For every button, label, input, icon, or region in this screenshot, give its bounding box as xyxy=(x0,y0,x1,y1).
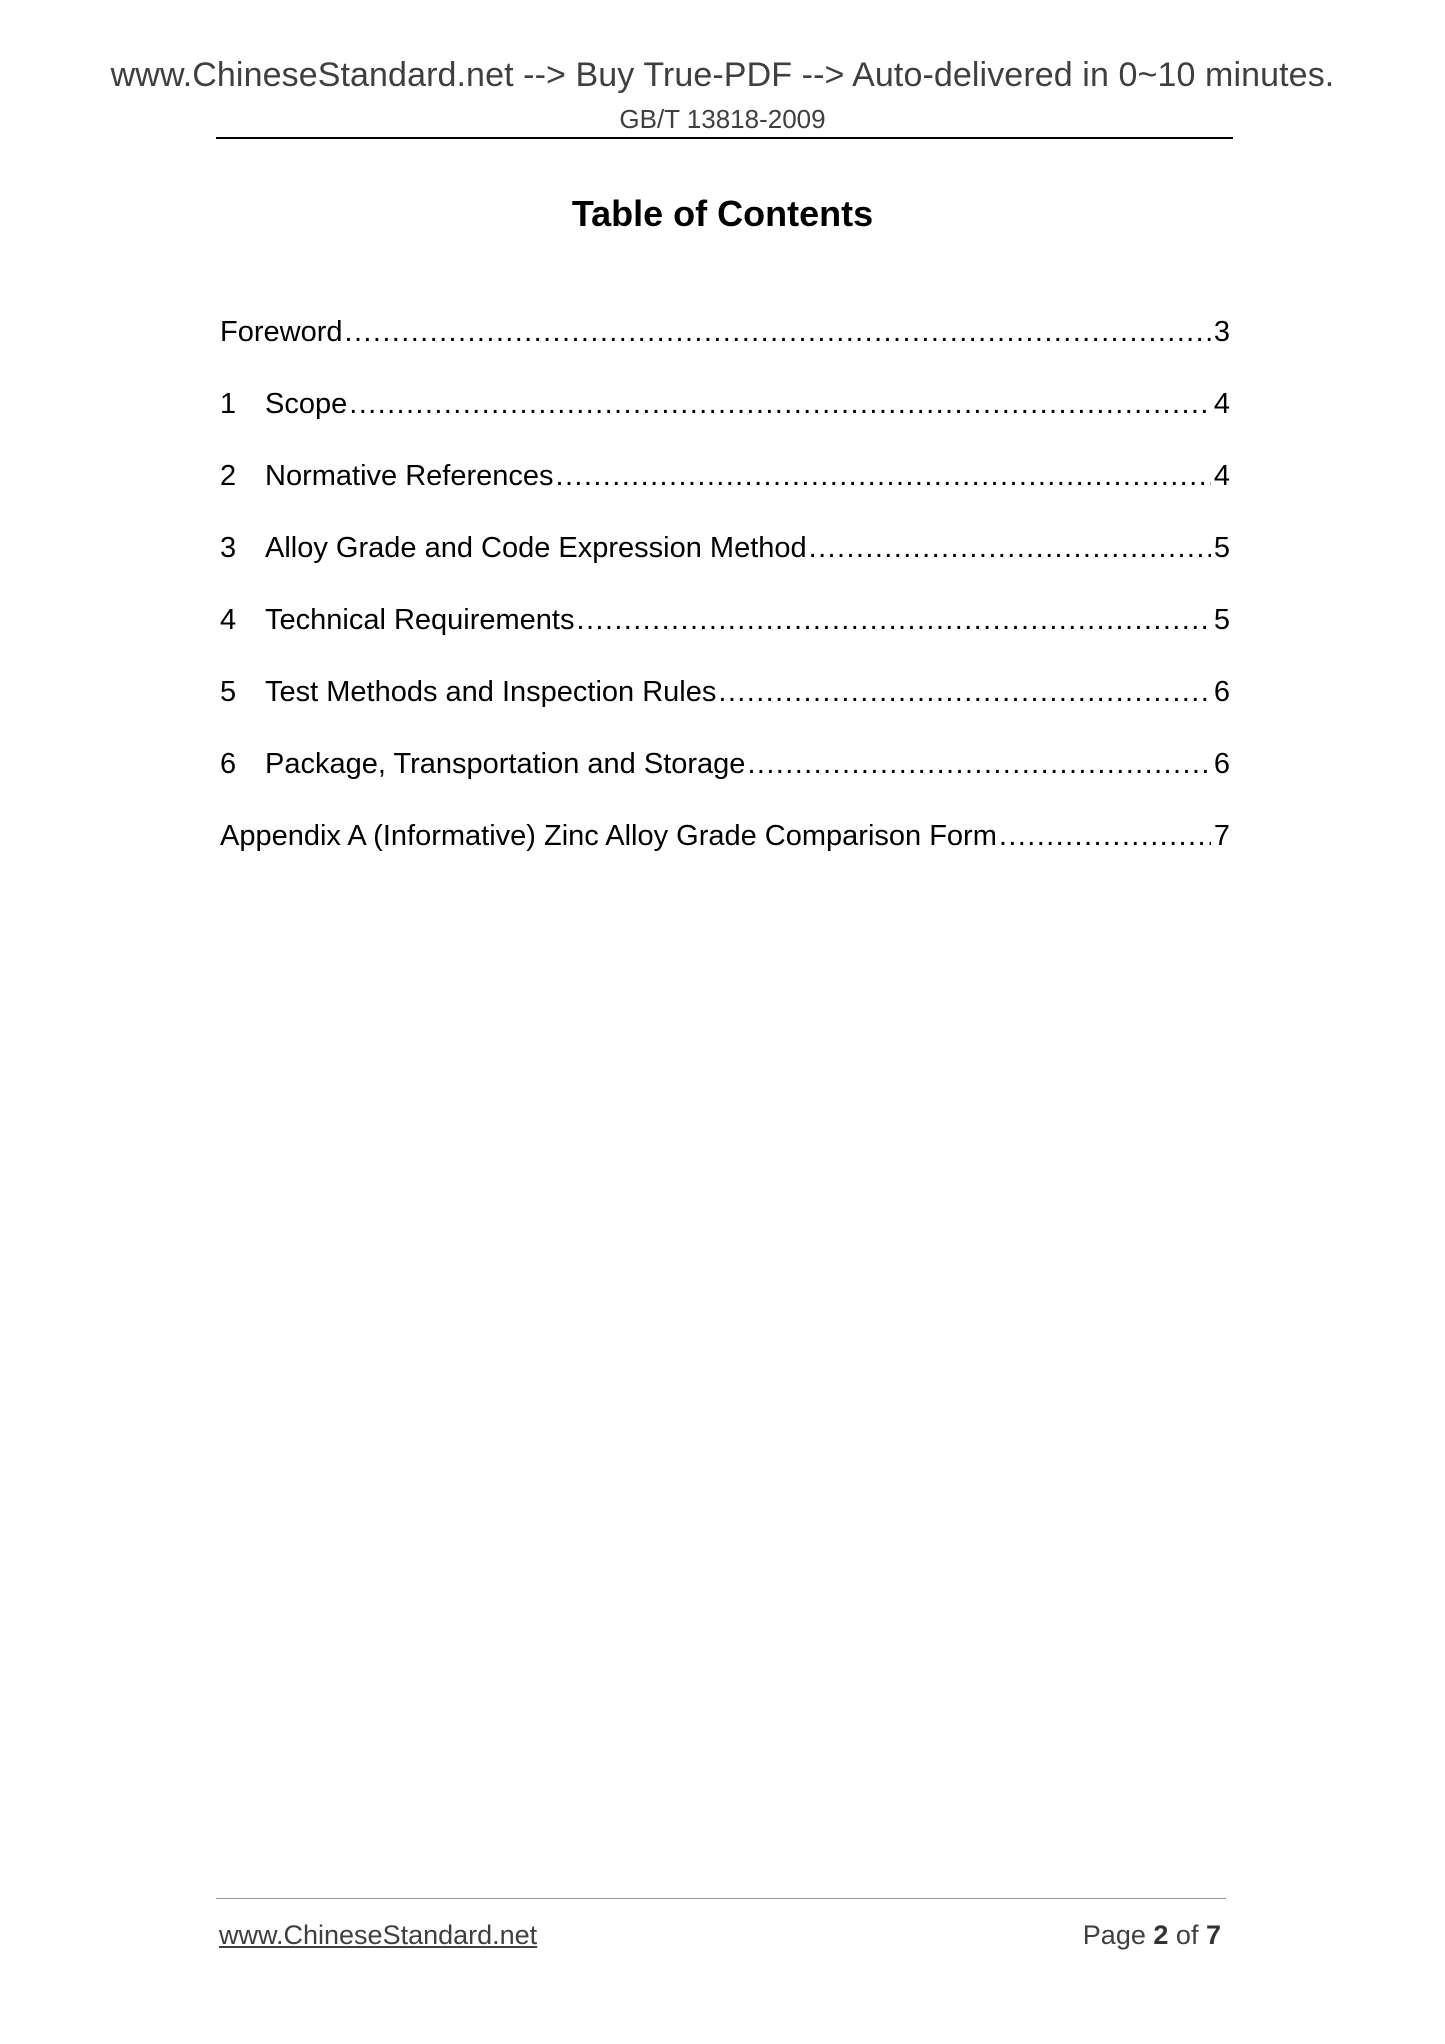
toc-section-number: 1 xyxy=(220,388,237,420)
toc-section-number: 5 xyxy=(220,676,237,708)
toc-page-number: 6 xyxy=(1213,748,1230,780)
toc-leader-dots xyxy=(345,310,1211,354)
footer-site-link[interactable]: www.ChineseStandard.net xyxy=(219,1920,538,1950)
standard-code: GB/T 13818-2009 xyxy=(619,104,826,134)
toc-section-number: 4 xyxy=(220,604,237,636)
toc-entry-test-methods[interactable] xyxy=(220,670,1230,742)
toc-entry-label: Normative References xyxy=(265,460,554,492)
toc-page-number: 4 xyxy=(1213,388,1230,420)
toc-section-number: 2 xyxy=(220,460,237,492)
toc-entry-normative-references[interactable] xyxy=(220,454,1230,526)
current-page-number: 2 xyxy=(1153,1920,1169,1950)
toc-leader-dots xyxy=(349,382,1211,426)
toc-entry-label: Appendix A (Informative) Zinc Alloy Grade Comparison Form xyxy=(220,820,997,852)
toc-leader-dots xyxy=(718,670,1210,714)
toc-leader-dots xyxy=(556,454,1211,498)
toc-entry-label: Technical Requirements xyxy=(265,604,575,636)
header-divider xyxy=(216,137,1233,139)
toc-page-number: 4 xyxy=(1213,460,1230,492)
toc-entry-package-transportation[interactable] xyxy=(220,742,1230,814)
toc-section-number: 6 xyxy=(220,748,237,780)
toc-leader-dots xyxy=(809,526,1211,570)
page-title: Table of Contents xyxy=(571,193,874,234)
total-page-count: 7 xyxy=(1205,1920,1221,1950)
toc-entry-scope[interactable] xyxy=(220,382,1230,454)
toc-entry-technical-requirements[interactable] xyxy=(220,598,1230,670)
toc-page-number: 6 xyxy=(1213,676,1230,708)
toc-entry-label: Package, Transportation and Storage xyxy=(265,748,746,780)
toc-entry-foreword[interactable] xyxy=(220,310,1230,382)
page-indicator xyxy=(1083,1920,1221,1951)
toc-section-number: 3 xyxy=(220,532,237,564)
page-prefix: Page xyxy=(1082,1920,1146,1950)
toc-entry-label: Test Methods and Inspection Rules xyxy=(265,676,717,708)
toc-leader-dots xyxy=(576,598,1210,642)
toc-page-number: 5 xyxy=(1213,532,1230,564)
toc-page-number: 5 xyxy=(1213,604,1230,636)
footer-divider xyxy=(216,1898,1226,1899)
toc-page-number: 7 xyxy=(1213,820,1230,852)
toc-entry-label: Foreword xyxy=(220,316,343,348)
header-banner: www.ChineseStandard.net --> Buy True-PDF --> Auto-delivered in 0~10 minutes. xyxy=(110,56,1335,94)
toc-entry-alloy-grade[interactable] xyxy=(220,526,1230,598)
toc-leader-dots xyxy=(999,814,1211,858)
toc-page-number: 3 xyxy=(1213,316,1230,348)
toc-list xyxy=(220,310,1230,886)
toc-entry-appendix-a[interactable] xyxy=(220,814,1230,886)
toc-entry-label: Alloy Grade and Code Expression Method xyxy=(265,532,807,564)
toc-entry-label: Scope xyxy=(265,388,348,420)
toc-leader-dots xyxy=(747,742,1210,786)
page-of-label: of xyxy=(1175,1920,1199,1950)
